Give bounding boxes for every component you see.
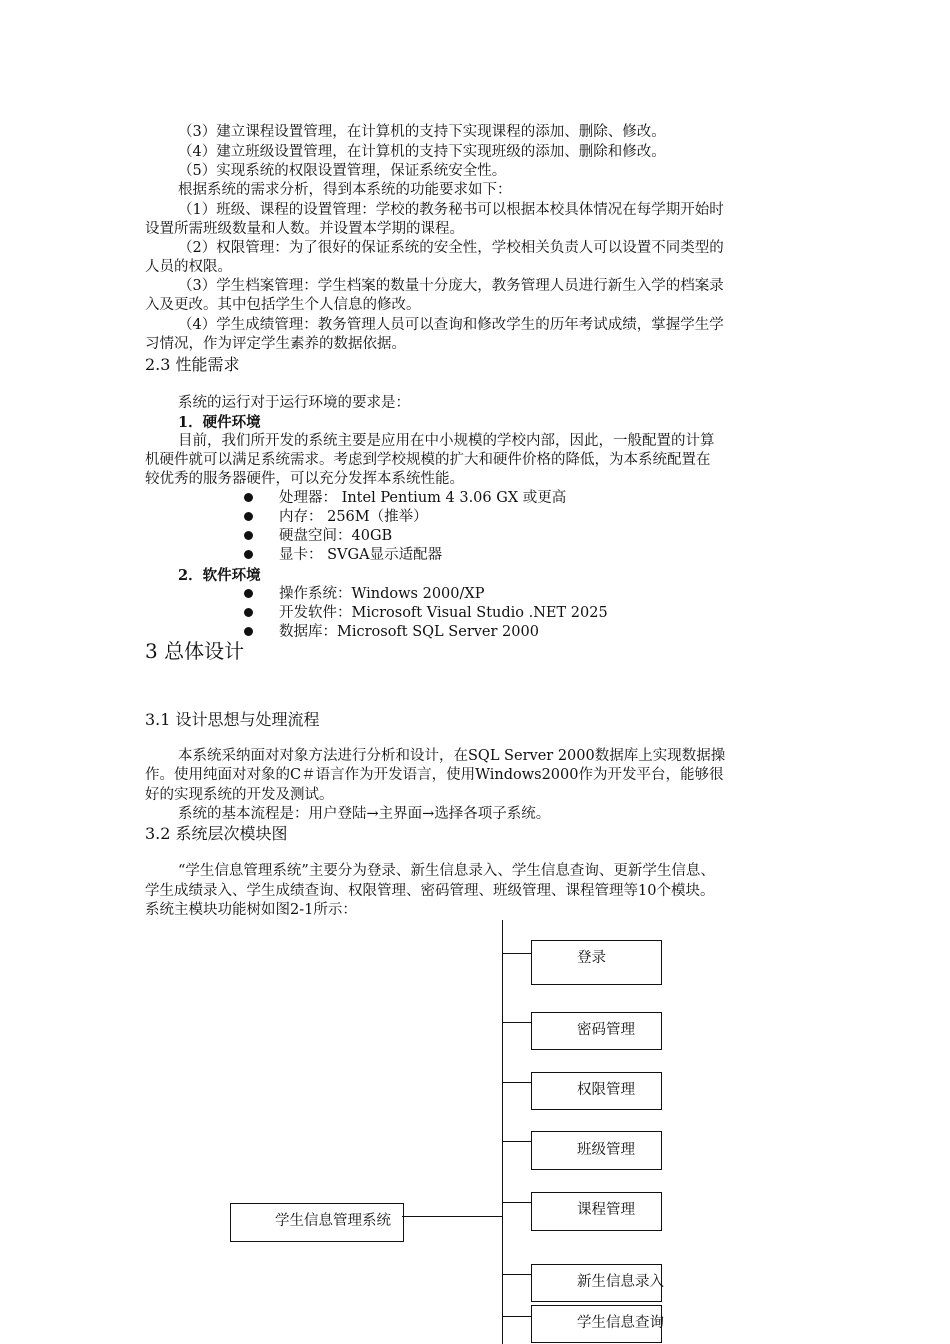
section-3-1-heading: 3.1 设计思想与处理流程: [145, 710, 320, 729]
branch-line: [502, 1022, 531, 1023]
hardware-item-cpu: 处理器： Intel Pentium 4 3.06 GX 或更高: [279, 490, 567, 506]
design-para-line2: 作。使用纯面对对象的C＃语言作为开发语言，使用Windows2000作为开发平台，能够很: [145, 767, 724, 783]
module-para-line2: 学生成绩录入、学生成绩查询、权限管理、密码管理、班级管理、课程管理等10个模块。: [145, 883, 715, 899]
env-intro: 系统的运行对于运行环境的要求是：: [178, 395, 410, 411]
func-req-4-line2: 习情况，作为评定学生素养的数据依据。: [145, 336, 406, 352]
section-3-heading: 3 总体设计: [145, 639, 245, 663]
software-title: 2．软件环境: [178, 567, 261, 584]
hardware-para-line2: 机硬件就可以满足系统需求。考虑到学校规模的扩大和硬件价格的降低，为本系统配置在: [145, 452, 711, 468]
section-3-2-heading: 3.2 系统层次模块图: [145, 824, 288, 843]
module-label-enroll: 新生信息录入: [577, 1274, 664, 1290]
software-item-dev: 开发软件：Microsoft Visual Studio .NET 2025: [279, 605, 608, 621]
root-label: 学生信息管理系统: [275, 1213, 391, 1229]
bullet-icon: [244, 550, 253, 559]
intro-item-4: （4）建立班级设置管理，在计算机的支持下实现班级的添加、删除和修改。: [178, 144, 666, 160]
module-label-permission: 权限管理: [577, 1082, 635, 1098]
software-item-db: 数据库：Microsoft SQL Server 2000: [279, 624, 539, 640]
hardware-title: 1．硬件环境: [178, 414, 261, 431]
module-label-course: 课程管理: [577, 1202, 635, 1218]
section-2-3-heading: 2.3 性能需求: [145, 355, 240, 374]
bullet-icon: [244, 512, 253, 521]
hardware-para-line1: 目前，我们所开发的系统主要是应用在中小规模的学校内部，因此，一般配置的计算: [178, 433, 715, 449]
design-para-line1: 本系统采纳面对对象方法进行分析和设计，在SQL Server 2000数据库上实现数据操: [178, 748, 726, 764]
module-label-query: 学生信息查询: [577, 1315, 664, 1331]
bullet-icon: [244, 627, 253, 636]
hardware-item-memory: 内存： 256M（推举）: [279, 509, 428, 525]
branch-line: [502, 1141, 531, 1142]
module-label-login: 登录: [577, 950, 606, 966]
design-para-line3: 好的实现系统的开发及测试。: [145, 787, 334, 803]
hardware-item-display: 显卡： SVGA显示适配器: [279, 547, 443, 563]
branch-line: [502, 953, 531, 954]
func-req-3-line1: （3）学生档案管理：学生档案的数量十分庞大，教务管理人员进行新生入学的档案录: [178, 278, 724, 294]
branch-line: [502, 1274, 531, 1275]
func-req-2-line1: （2）权限管理：为了很好的保证系统的安全性，学校相关负责人可以设置不同类型的: [178, 240, 724, 256]
func-req-3-line2: 入及更改。其中包括学生个人信息的修改。: [145, 297, 421, 313]
intro-item-3: （3）建立课程设置管理，在计算机的支持下实现课程的添加、删除、修改。: [178, 124, 666, 140]
module-label-password: 密码管理: [577, 1022, 635, 1038]
requirements-intro: 根据系统的需求分析，得到本系统的功能要求如下：: [178, 182, 512, 198]
func-req-4-line1: （4）学生成绩管理：教务管理人员可以查询和修改学生的历年考试成绩，掌握学生学: [178, 317, 724, 333]
func-req-1-line2: 设置所需班级数量和人数。并设置本学期的课程。: [145, 221, 464, 237]
hardware-item-disk: 硬盘空间：40GB: [279, 528, 393, 544]
intro-item-5: （5）实现系统的权限设置管理，保证系统安全性。: [178, 163, 507, 179]
hardware-para-line3: 较优秀的服务器硬件，可以充分发挥本系统性能。: [145, 471, 464, 487]
bullet-icon: [244, 589, 253, 598]
tree-trunk: [502, 920, 503, 1344]
func-req-2-line2: 人员的权限。: [145, 259, 232, 275]
branch-line: [502, 1082, 531, 1083]
branch-line: [502, 1316, 531, 1317]
bullet-icon: [244, 608, 253, 617]
bullet-icon: [244, 493, 253, 502]
module-label-class: 班级管理: [577, 1142, 635, 1158]
software-item-os: 操作系统：Windows 2000/XP: [279, 586, 485, 602]
module-para-line1: “学生信息管理系统”主要分为登录、新生信息录入、学生信息查询、更新学生信息、: [178, 863, 715, 879]
branch-line: [502, 1202, 531, 1203]
flow-line: 系统的基本流程是：用户登陆→主界面→选择各项子系统。: [178, 806, 551, 822]
func-req-1-line1: （1）班级、课程的设置管理：学校的教务秘书可以根据本校具体情况在每学期开始时: [178, 202, 724, 218]
root-connector: [402, 1216, 502, 1217]
bullet-icon: [244, 531, 253, 540]
module-para-line3: 系统主模块功能树如图2-1所示：: [145, 902, 357, 918]
